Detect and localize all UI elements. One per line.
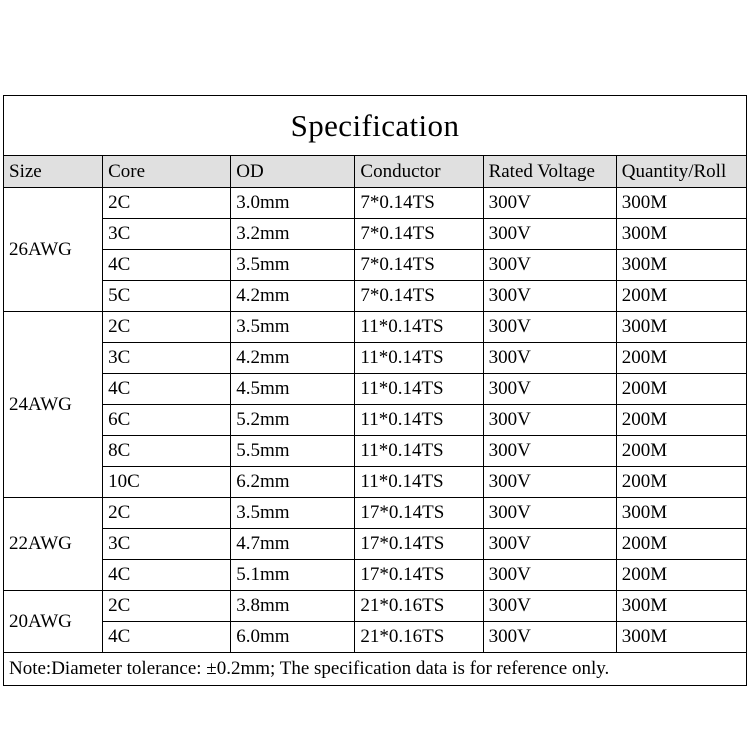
rated-voltage-cell: 300V — [483, 343, 616, 374]
conductor-cell: 7*0.14TS — [355, 281, 483, 312]
conductor-cell: 11*0.14TS — [355, 405, 483, 436]
core-cell: 6C — [103, 405, 231, 436]
table-row — [4, 312, 747, 343]
rated-voltage-cell: 300V — [483, 498, 616, 529]
od-cell: 3.5mm — [231, 250, 355, 281]
size-group-cell: 24AWG — [4, 312, 103, 498]
table-row — [4, 591, 747, 622]
core-cell: 3C — [103, 343, 231, 374]
quantity-cell: 200M — [616, 560, 746, 591]
column-header: Conductor — [355, 156, 483, 188]
od-cell: 3.2mm — [231, 219, 355, 250]
table-row — [4, 250, 747, 281]
core-cell: 2C — [103, 312, 231, 343]
conductor-cell: 17*0.14TS — [355, 498, 483, 529]
rated-voltage-cell: 300V — [483, 436, 616, 467]
od-cell: 3.5mm — [231, 498, 355, 529]
page-title: Specification — [4, 96, 747, 156]
column-header: OD — [231, 156, 355, 188]
od-cell: 3.8mm — [231, 591, 355, 622]
od-cell: 3.0mm — [231, 188, 355, 219]
core-cell: 3C — [103, 529, 231, 560]
quantity-cell: 200M — [616, 529, 746, 560]
table-title-row — [4, 96, 747, 156]
table-header-row — [4, 156, 747, 188]
specification-table-container — [3, 95, 747, 686]
core-cell: 10C — [103, 467, 231, 498]
core-cell: 4C — [103, 250, 231, 281]
od-cell: 6.0mm — [231, 622, 355, 653]
specification-table — [3, 95, 747, 686]
column-header: Quantity/Roll — [616, 156, 746, 188]
quantity-cell: 300M — [616, 591, 746, 622]
od-cell: 3.5mm — [231, 312, 355, 343]
rated-voltage-cell: 300V — [483, 188, 616, 219]
table-row — [4, 281, 747, 312]
column-header: Size — [4, 156, 103, 188]
table-row — [4, 436, 747, 467]
rated-voltage-cell: 300V — [483, 281, 616, 312]
conductor-cell: 17*0.14TS — [355, 560, 483, 591]
rated-voltage-cell: 300V — [483, 560, 616, 591]
rated-voltage-cell: 300V — [483, 622, 616, 653]
quantity-cell: 200M — [616, 343, 746, 374]
od-cell: 5.1mm — [231, 560, 355, 591]
conductor-cell: 7*0.14TS — [355, 188, 483, 219]
rated-voltage-cell: 300V — [483, 374, 616, 405]
od-cell: 4.5mm — [231, 374, 355, 405]
conductor-cell: 17*0.14TS — [355, 529, 483, 560]
size-group-cell: 22AWG — [4, 498, 103, 591]
size-group-cell: 26AWG — [4, 188, 103, 312]
size-group-cell: 20AWG — [4, 591, 103, 653]
quantity-cell: 300M — [616, 250, 746, 281]
quantity-cell: 200M — [616, 436, 746, 467]
conductor-cell: 21*0.16TS — [355, 622, 483, 653]
quantity-cell: 200M — [616, 467, 746, 498]
table-row — [4, 560, 747, 591]
table-row — [4, 622, 747, 653]
table-row — [4, 343, 747, 374]
quantity-cell: 200M — [616, 374, 746, 405]
table-row — [4, 529, 747, 560]
conductor-cell: 11*0.14TS — [355, 343, 483, 374]
column-header: Rated Voltage — [483, 156, 616, 188]
conductor-cell: 11*0.14TS — [355, 312, 483, 343]
core-cell: 2C — [103, 591, 231, 622]
quantity-cell: 200M — [616, 405, 746, 436]
quantity-cell: 300M — [616, 219, 746, 250]
conductor-cell: 7*0.14TS — [355, 219, 483, 250]
od-cell: 4.2mm — [231, 343, 355, 374]
rated-voltage-cell: 300V — [483, 467, 616, 498]
core-cell: 4C — [103, 622, 231, 653]
rated-voltage-cell: 300V — [483, 312, 616, 343]
table-row — [4, 374, 747, 405]
core-cell: 5C — [103, 281, 231, 312]
table-note-row — [4, 653, 747, 686]
core-cell: 4C — [103, 560, 231, 591]
quantity-cell: 300M — [616, 188, 746, 219]
conductor-cell: 21*0.16TS — [355, 591, 483, 622]
core-cell: 8C — [103, 436, 231, 467]
table-row — [4, 188, 747, 219]
core-cell: 2C — [103, 498, 231, 529]
rated-voltage-cell: 300V — [483, 591, 616, 622]
od-cell: 5.2mm — [231, 405, 355, 436]
core-cell: 2C — [103, 188, 231, 219]
column-header: Core — [103, 156, 231, 188]
quantity-cell: 300M — [616, 622, 746, 653]
core-cell: 4C — [103, 374, 231, 405]
conductor-cell: 11*0.14TS — [355, 467, 483, 498]
core-cell: 3C — [103, 219, 231, 250]
od-cell: 4.7mm — [231, 529, 355, 560]
table-row — [4, 498, 747, 529]
rated-voltage-cell: 300V — [483, 219, 616, 250]
rated-voltage-cell: 300V — [483, 529, 616, 560]
od-cell: 5.5mm — [231, 436, 355, 467]
table-row — [4, 405, 747, 436]
specification-table-body — [4, 96, 747, 686]
od-cell: 4.2mm — [231, 281, 355, 312]
conductor-cell: 7*0.14TS — [355, 250, 483, 281]
rated-voltage-cell: 300V — [483, 250, 616, 281]
rated-voltage-cell: 300V — [483, 405, 616, 436]
od-cell: 6.2mm — [231, 467, 355, 498]
quantity-cell: 300M — [616, 498, 746, 529]
quantity-cell: 200M — [616, 281, 746, 312]
table-row — [4, 219, 747, 250]
note-text: Note:Diameter tolerance: ±0.2mm; The specification data is for reference only. — [4, 653, 747, 686]
conductor-cell: 11*0.14TS — [355, 374, 483, 405]
table-row — [4, 467, 747, 498]
conductor-cell: 11*0.14TS — [355, 436, 483, 467]
quantity-cell: 300M — [616, 312, 746, 343]
